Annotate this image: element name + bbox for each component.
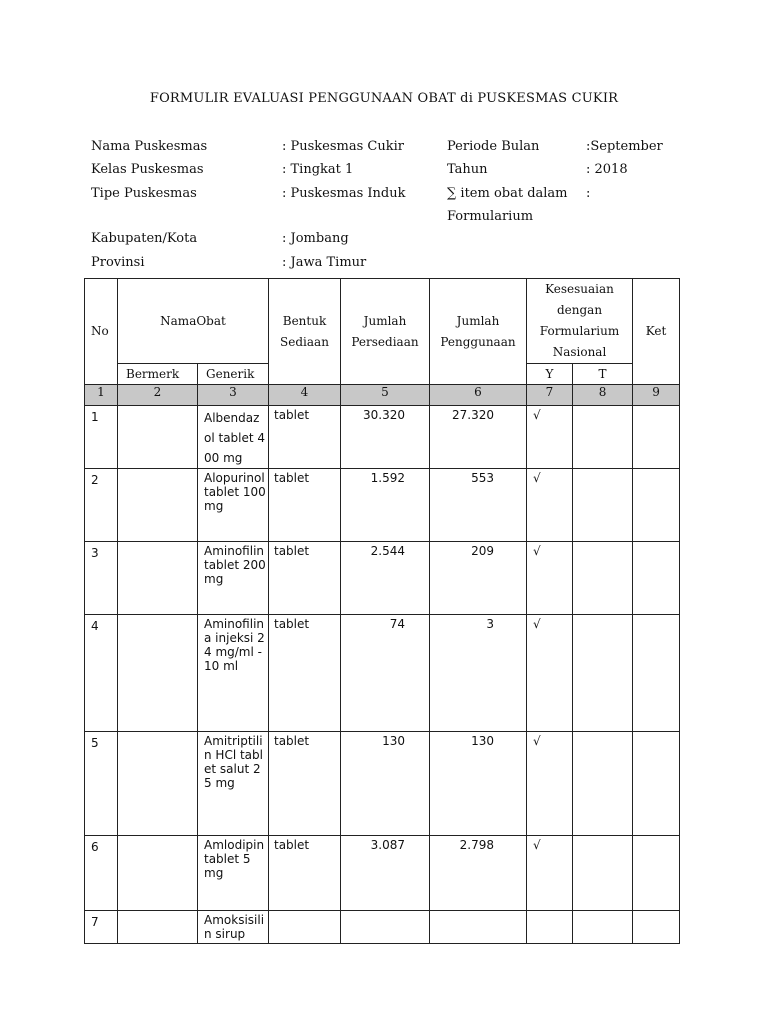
header-jumlah-persediaan: Jumlah Persediaan	[341, 279, 430, 385]
row-no: 3	[85, 542, 118, 615]
nama-puskesmas-value: : Puskesmas Cukir	[282, 139, 404, 154]
tipe-puskesmas-value: : Puskesmas Induk	[282, 186, 406, 201]
row-ket	[633, 615, 680, 732]
col-number: 8	[573, 385, 633, 406]
row-bermerk	[118, 615, 198, 732]
row-check-t	[573, 836, 633, 911]
header-generik: Generik	[198, 364, 269, 385]
header-y: Y	[527, 364, 573, 385]
row-penggunaan: 2.798	[430, 836, 527, 911]
row-bentuk: tablet	[269, 836, 341, 911]
header-nama-obat: NamaObat	[118, 279, 269, 364]
row-no: 5	[85, 732, 118, 836]
kabupaten-value: : Jombang	[282, 231, 349, 246]
row-bentuk: tablet	[269, 469, 341, 542]
row-penggunaan: 3	[430, 615, 527, 732]
col-number: 7	[527, 385, 573, 406]
kelas-puskesmas-label: Kelas Puskesmas	[91, 162, 204, 177]
periode-value: :September	[586, 139, 663, 154]
periode-label: Periode Bulan	[447, 139, 540, 154]
table-row	[85, 732, 680, 836]
header-kesesuaian: Kesesuaian dengan Formularium Nasional	[527, 279, 633, 364]
row-bentuk	[269, 911, 341, 944]
header-no: No	[85, 279, 118, 385]
row-check-t	[573, 406, 633, 469]
row-bermerk	[118, 542, 198, 615]
kabupaten-label: Kabupaten/Kota	[91, 231, 198, 246]
row-check-t	[573, 911, 633, 944]
row-generik: Amlodipin tablet 5 mg	[198, 836, 269, 911]
row-generik: Albendazol tablet 400 mg	[198, 406, 269, 469]
col-number: 3	[198, 385, 269, 406]
row-persediaan: 1.592	[341, 469, 430, 542]
row-penggunaan	[430, 911, 527, 944]
row-check-t	[573, 615, 633, 732]
row-generik: Amoksisilin sirup	[198, 911, 269, 944]
table-row	[85, 911, 680, 944]
row-generik: Amitriptilin HCl tablet salut 25 mg	[198, 732, 269, 836]
row-bentuk: tablet	[269, 615, 341, 732]
row-bermerk	[118, 911, 198, 944]
table-row	[85, 469, 680, 542]
formularium-label: Formularium	[447, 209, 534, 224]
row-bermerk	[118, 469, 198, 542]
row-no: 7	[85, 911, 118, 944]
row-bentuk: tablet	[269, 406, 341, 469]
form-title: FORMULIR EVALUASI PENGGUNAAN OBAT di PUSKESMAS CUKIR	[149, 91, 619, 106]
table-row	[85, 406, 680, 469]
row-persediaan	[341, 911, 430, 944]
col-number: 4	[269, 385, 341, 406]
evaluation-table	[84, 278, 680, 944]
col-number: 1	[85, 385, 118, 406]
header-jumlah-penggunaan: Jumlah Penggunaan	[430, 279, 527, 385]
row-ket	[633, 732, 680, 836]
row-generik: Aminofilin tablet 200 mg	[198, 542, 269, 615]
row-persediaan: 30.320	[341, 406, 430, 469]
row-penggunaan: 130	[430, 732, 527, 836]
row-check-y: √	[527, 542, 573, 615]
row-no: 1	[85, 406, 118, 469]
col-number: 6	[430, 385, 527, 406]
row-persediaan: 74	[341, 615, 430, 732]
col-number: 5	[341, 385, 430, 406]
provinsi-value: : Jawa Timur	[282, 255, 367, 270]
kelas-puskesmas-value: : Tingkat 1	[282, 162, 354, 177]
row-penggunaan: 553	[430, 469, 527, 542]
row-no: 6	[85, 836, 118, 911]
row-persediaan: 3.087	[341, 836, 430, 911]
header-bermerk: Bermerk	[118, 364, 198, 385]
row-bermerk	[118, 732, 198, 836]
row-bermerk	[118, 406, 198, 469]
item-obat-colon: :	[586, 186, 591, 201]
row-check-y: √	[527, 615, 573, 732]
row-check-t	[573, 732, 633, 836]
header-t: T	[573, 364, 633, 385]
row-generik: Aminofilina injeksi 24 mg/ml - 10 ml	[198, 615, 269, 732]
row-ket	[633, 469, 680, 542]
row-bentuk: tablet	[269, 542, 341, 615]
table-row	[85, 542, 680, 615]
row-persediaan: 2.544	[341, 542, 430, 615]
row-penggunaan: 209	[430, 542, 527, 615]
item-obat-label: ∑ item obat dalam	[447, 186, 568, 201]
row-check-t	[573, 542, 633, 615]
col-number: 2	[118, 385, 198, 406]
col-number: 9	[633, 385, 680, 406]
row-check-y: √	[527, 732, 573, 836]
nama-puskesmas-label: Nama Puskesmas	[91, 139, 208, 154]
row-ket	[633, 911, 680, 944]
provinsi-label: Provinsi	[91, 255, 145, 270]
tipe-puskesmas-label: Tipe Puskesmas	[91, 186, 197, 201]
row-no: 4	[85, 615, 118, 732]
row-check-y	[527, 911, 573, 944]
tahun-label: Tahun	[447, 162, 488, 177]
row-check-y: √	[527, 469, 573, 542]
header-bentuk-sediaan: Bentuk Sediaan	[269, 279, 341, 385]
tahun-value: : 2018	[586, 162, 628, 177]
table-row	[85, 615, 680, 732]
row-bentuk: tablet	[269, 732, 341, 836]
row-no: 2	[85, 469, 118, 542]
row-generik: Alopurinol tablet 100 mg	[198, 469, 269, 542]
row-ket	[633, 406, 680, 469]
row-check-t	[573, 469, 633, 542]
row-ket	[633, 836, 680, 911]
header-ket: Ket	[633, 279, 680, 385]
table-row	[85, 836, 680, 911]
row-ket	[633, 542, 680, 615]
row-bermerk	[118, 836, 198, 911]
row-penggunaan: 27.320	[430, 406, 527, 469]
row-check-y: √	[527, 406, 573, 469]
row-check-y: √	[527, 836, 573, 911]
row-persediaan: 130	[341, 732, 430, 836]
